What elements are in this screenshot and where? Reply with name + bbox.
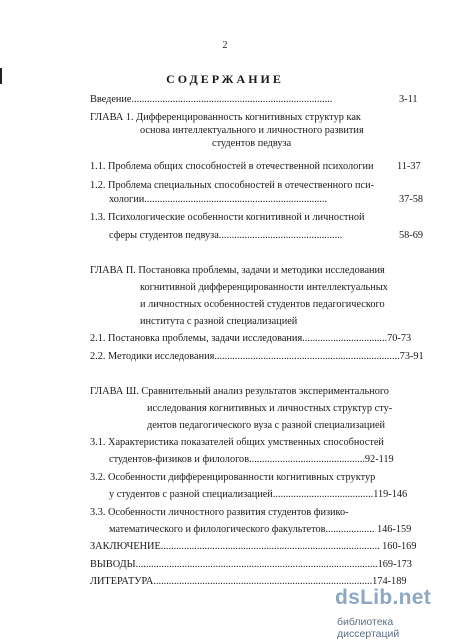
toc-section-1-2-pages: 37-58	[399, 194, 424, 205]
page-number: 2	[222, 40, 228, 51]
toc-intro: Введение..............................................................................	[90, 94, 333, 105]
toc-section-1-2-line2: хологии.......................................................................	[109, 194, 328, 205]
toc-chapter1-line1: ГЛАВА 1. Дифференцированность когнитивных структур как	[90, 112, 361, 123]
toc-findings: ВЫВОДЫ..............................................................................................169-173	[90, 559, 412, 570]
toc-chapter1-line3: студентов педвуза	[212, 138, 292, 149]
toc-chapter3-line1: ГЛАВА Ш. Сравнительный анализ результатов экспериментального	[90, 386, 389, 397]
toc-section-1-3-line1: 1.3. Психологические особенности когнитивной и личностной	[90, 212, 365, 223]
toc-section-3-3-line2: математического и филологического факультетов................... 146-159	[109, 524, 412, 535]
watermark-subtitle: библиотека диссертаций	[337, 616, 400, 640]
toc-section-3-1-line2: студентов-физиков и филологов.............................................92-119	[109, 454, 394, 465]
toc-section-3-1-line1: 3.1. Характеристика показателей общих умственных способностей	[90, 437, 384, 448]
toc-chapter3-line3: дентов педагогического вуза с разной специализацией	[147, 420, 386, 431]
toc-section-1-2-line1: 1.2. Проблема специальных способностей в отечественного пси-	[90, 180, 375, 191]
toc-section-1-1-pages: 11-37	[397, 161, 421, 172]
toc-conclusion: ЗАКЛЮЧЕНИЕ..................................................................................... 160-169	[90, 541, 417, 552]
toc-intro-pages: 3-11	[399, 94, 418, 105]
toc-literature: ЛИТЕРАТУРА.....................................................................................174-189	[90, 576, 407, 587]
toc-section-1-3-line2: сферы студентов педвуза................................................	[109, 230, 343, 241]
toc-section-1-3-pages: 58-69	[399, 230, 424, 241]
toc-section-1-1: 1.1. Проблема общих способностей в отечественной психологии	[90, 161, 374, 172]
toc-chapter1-line2: основа интеллектуального и личностного развития	[140, 125, 364, 136]
toc-section-3-2-line2: у студентов с разной специализацией.......................................119-146	[109, 489, 408, 500]
toc-title: СОДЕРЖАНИЕ	[166, 72, 284, 86]
toc-section-2-2: 2.2. Методики исследования........................................................................73-91	[90, 351, 424, 362]
toc-section-3-2-line1: 3.2. Особенности дифференцированности когнитивных структур	[90, 472, 376, 483]
toc-section-2-1: 2.1. Постановка проблемы, задачи исследования.................................70-73	[90, 333, 412, 344]
toc-chapter2-line3: и личностных особенностей студентов педагогического	[140, 299, 385, 310]
toc-chapter3-line2: исследования когнитивных и личностных структур сту-	[147, 403, 393, 414]
toc-section-3-3-line1: 3.3. Особенности личностного развития студентов физико-	[90, 507, 349, 518]
toc-chapter2-line2: когнитивной дифференцированности интеллектуальных	[140, 282, 388, 293]
toc-chapter2-line1: ГЛАВА П. Постановка проблемы, задачи и методики исследования	[90, 265, 385, 276]
watermark-logo: dsLib.net	[335, 586, 432, 609]
watermark	[335, 586, 447, 640]
toc-chapter2-line4: института с разной специализацией	[140, 316, 298, 327]
